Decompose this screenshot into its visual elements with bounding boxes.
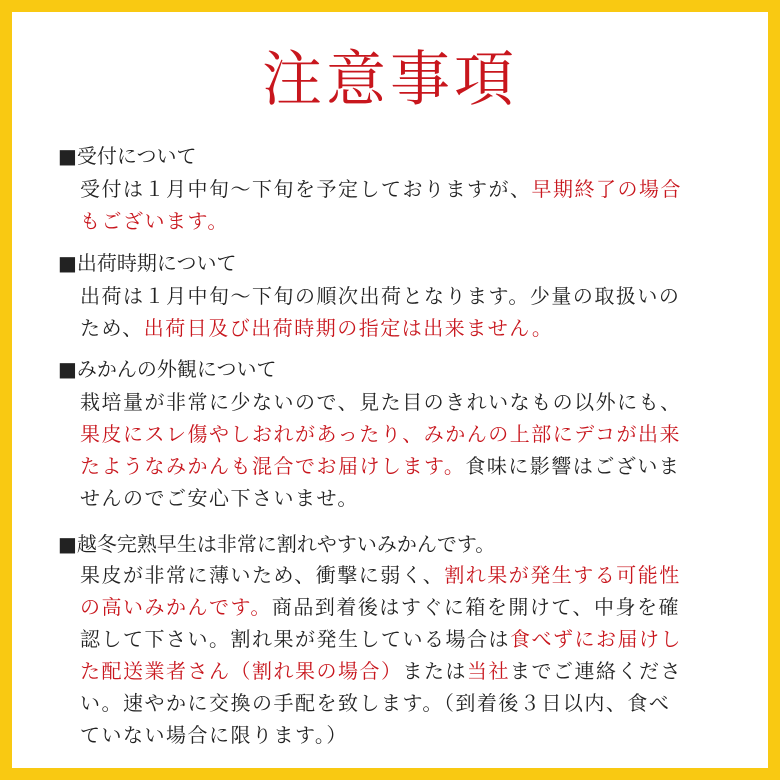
highlight-text: 果皮にスレ傷やしおれがあったり、みかんの上部にデコが出来 <box>80 422 681 446</box>
text-line <box>80 623 730 655</box>
highlight-text: 割れ果が発生する可能性 <box>444 563 681 587</box>
text-line <box>80 719 730 751</box>
section-body <box>80 559 730 751</box>
text-line <box>80 173 730 205</box>
text-line <box>80 450 730 482</box>
highlight-text: の高いみかんです。 <box>80 595 272 619</box>
text-line <box>80 687 730 719</box>
body-text: 栽培量が非常に少ないので、見た目のきれいなもの以外にも、 <box>80 390 682 414</box>
highlight-text: もございます。 <box>80 209 229 233</box>
text-line <box>80 418 730 450</box>
text-line <box>80 280 730 312</box>
body-text: 食味に影響はございま <box>465 454 681 478</box>
text-line <box>80 655 730 687</box>
body-text: 商品到着後はすぐに箱を開けて、中身を確 <box>271 595 681 619</box>
body-text: い。速やかに交換の手配を致します。（到着後３日以内、食べ <box>80 691 671 715</box>
body-text: ため、 <box>80 316 144 340</box>
text-line <box>80 386 730 418</box>
section-body <box>80 386 730 514</box>
highlight-text: 当社 <box>467 659 510 683</box>
highlight-text: た配送業者さん（割れ果の場合） <box>80 659 403 683</box>
highlight-text: 食べずにお届けし <box>510 627 682 651</box>
text-line <box>80 591 730 623</box>
section-body <box>80 280 730 344</box>
body-text: 出荷は１月中旬〜下旬の順次出荷となります。少量の取扱いの <box>80 284 681 308</box>
section-heading: ■受付について <box>58 144 197 168</box>
body-text: せんのでご安心下さいませ。 <box>80 486 359 510</box>
text-line <box>80 205 730 237</box>
highlight-text: 早期終了の場合 <box>531 177 682 201</box>
page-title: 注意事項 <box>262 45 518 115</box>
body-text: 認して下さい。割れ果が発生している場合は <box>80 627 510 651</box>
section-heading: ■越冬完熟早生は非常に割れやすいみかんです。 <box>58 532 496 556</box>
body-text: 果皮が非常に薄いため、衝撃に弱く、 <box>80 563 445 587</box>
highlight-text: 出荷日及び出荷時期の指定は出来ません。 <box>143 316 554 340</box>
highlight-text: たようなみかんも混合でお届けします。 <box>80 454 466 478</box>
section-body <box>80 173 730 237</box>
body-text: 受付は１月中旬〜下旬を予定しておりますが、 <box>80 177 532 201</box>
section-heading: ■みかんの外観について <box>58 357 277 381</box>
body-text: または <box>402 659 467 683</box>
text-line <box>80 559 730 591</box>
section-heading: ■出荷時期について <box>58 251 237 275</box>
body-text: ていない場合に限ります。） <box>80 723 348 747</box>
text-line <box>80 312 730 344</box>
body-text: までご連絡くださ <box>510 659 682 683</box>
text-line <box>80 482 730 514</box>
